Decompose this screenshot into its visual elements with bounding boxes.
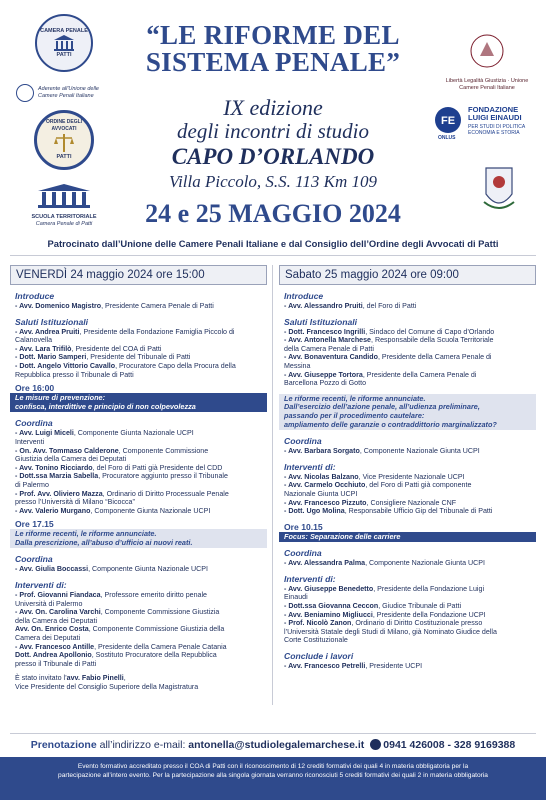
fe-monogram-icon	[434, 106, 464, 134]
program-line	[15, 447, 267, 456]
program-line	[284, 345, 536, 354]
program-line	[15, 362, 267, 371]
speaker-name: - Dott.ssa Marzia Sabella	[15, 472, 99, 481]
speaker-name: - Avv. Bonaventura Candido	[284, 353, 378, 362]
program-line	[15, 600, 267, 609]
program-line	[15, 371, 267, 380]
phone-numbers: 0941 426008 - 328 9169388	[383, 739, 516, 751]
speaker-name: - Avv. On. Carolina Varchi	[15, 608, 101, 617]
speaker-role: , Presidente della Fondazione Luigi	[373, 584, 485, 593]
program-line	[15, 591, 267, 600]
program-line	[284, 507, 536, 516]
saluti-section: Saluti Istituzionali - Avv. Andrea Pruiti, Presidente della Fondazione Famiglia Piccolo di Calanovella - Avv. Lara Trifilò, Presidente del COA di Patti - Dott. Mario Samperi, Presidente del Tribunale di Patti - Dott. Angelo Vittorio Cavallo, Procuratore Capo della Procura della Repubblica presso il Tribunale di Patti	[10, 317, 267, 380]
camera-penale-emblem: CAMERA PENALE PATTI	[35, 14, 93, 72]
coordina-section: Coordina - Avv. Barbara Sorgato, Componente Nazionale Giunta UCPI	[279, 436, 536, 456]
program-line	[15, 472, 267, 481]
venue-label: Villa Piccolo, S.S. 113 Km 109	[168, 172, 378, 191]
speaker-role: della Camera Penale di Patti	[284, 344, 374, 353]
invitation-note: È stato invitato l’avv. Fabio Pinelli, Vice Presidente del Consiglio Superiore della Magistratura	[15, 674, 199, 691]
speaker-role: Repubblica presso il Tribunale di Patti	[15, 370, 134, 379]
speaker-name: - Avv. Barbara Sorgato	[284, 447, 360, 456]
speaker-role: Einaudi	[284, 593, 308, 602]
program-line	[284, 585, 536, 594]
speaker-name: - Dott. Francesco Ingrilli	[284, 327, 366, 336]
speaker-role: , Componente Giunta Nazionale UCPI	[73, 429, 194, 438]
speaker-role: , Sostituto Procuratore della Repubblica	[91, 651, 217, 660]
program-line	[284, 602, 536, 611]
speaker-role: Camera dei Deputati	[15, 634, 81, 643]
speaker-role: , Componente Giunta Nazionale UCPI	[88, 565, 208, 574]
program-line	[15, 302, 267, 311]
program-line	[15, 345, 267, 354]
program-line	[284, 353, 536, 362]
program-line	[284, 593, 536, 602]
fondazione-einaudi-logo: FE FONDAZIONE LUIGI EINAUDI PER STUDI DI POLITICA ECONOMIA E STORIA ONLUS	[434, 104, 544, 144]
speaker-name: - Avv. Antonella Marchese	[284, 336, 371, 345]
speaker-role: , Presidente della Camera Penale Catania	[94, 642, 227, 651]
speaker-role: Messina	[284, 361, 311, 370]
program-line	[15, 608, 267, 617]
speaker-role: , Componente Nazionale Giunta UCPI	[359, 447, 480, 456]
speaker-role: , Vice Presidente Nazionale UCPI	[358, 472, 465, 481]
scales-of-justice-icon	[53, 132, 75, 154]
edition-label: IX edizione	[223, 95, 323, 120]
program-line	[15, 498, 267, 507]
program-line	[15, 353, 267, 362]
speaker-name: - Avv. Francesco Petrelli	[284, 662, 366, 671]
speaker-role: , Giudice Tribunale di Patti	[378, 602, 462, 611]
speaker-role: l’Università Statale degli Studi di Milano, già Nominato Giudice della	[284, 627, 497, 636]
speaker-role: Giustizia della Camera dei Deputati	[15, 455, 127, 464]
speaker-role: , Presidente della Camera Penale di	[377, 353, 492, 362]
speaker-role: , del Foro di Patti già componente	[365, 481, 472, 490]
speaker-role: , Presidente della Fondazione UCPI	[372, 610, 486, 619]
session-topic: Focus: Separazione delle carriere	[279, 532, 536, 543]
email-link[interactable]: antonella@studiolegalemarchese.it	[188, 739, 365, 751]
speaker-role: , Sindaco del Comune di Capo d’Orlando	[365, 327, 495, 336]
interventi-section: Interventi di: - Prof. Giovanni Fiandaca, Professore emerito diritto penale Università di Palermo - Avv. On. Carolina Varchi, Componente Commissione Giustizia della Camera dei Deputati Avv. On. Enrico Costa, Componente Commissione Giustizia della Camera dei Deputati - Avv. Francesco Antille, Presidente della Camera Penale Catania Dott. Andrea Apollonio, Sostituto Procuratore della Repubblica presso il Tribunale di Patti	[10, 580, 267, 668]
program-line	[15, 429, 267, 438]
program-line	[15, 651, 267, 660]
program-line	[284, 619, 536, 628]
session-time: Ore 10.15	[284, 521, 323, 532]
program-line	[284, 636, 536, 645]
speaker-role: , Presidente UCPI	[365, 662, 423, 671]
scuola-territoriale-logo: SCUOLA TERRITORIALE Camera Penale di Patti	[24, 183, 104, 227]
program-line	[284, 473, 536, 482]
intro-section: Introduce - Avv. Alessandro Pruiti, del Foro di Patti	[279, 291, 536, 311]
speaker-role: Nazionale Giunta UCPI	[284, 489, 358, 498]
program-line	[15, 625, 267, 634]
speaker-name: - Avv. Giuseppe Benedetto	[284, 584, 374, 593]
program-line	[284, 611, 536, 620]
program-line	[15, 336, 267, 345]
speaker-role: , del Foro di Patti	[362, 302, 417, 310]
program-line	[15, 634, 267, 643]
speaker-name: - Avv. Luigi Miceli	[15, 429, 74, 438]
speaker-role: Barcellona Pozzo di Gotto	[284, 379, 367, 388]
program-line	[15, 438, 267, 447]
program-line	[15, 455, 267, 464]
program-line	[15, 507, 267, 516]
coordina-section: Coordina - Avv. Giulia Boccassi, Componente Giunta Nazionale UCPI	[10, 554, 267, 574]
speaker-role: , Presidente della Fondazione Famiglia Piccolo di	[79, 327, 235, 336]
logo1-caption: Aderente all'Unione delle Camere Penali Italiane	[38, 86, 99, 99]
speaker-role: presso il Tribunale di Patti	[15, 659, 97, 668]
session-topic: Le riforme recenti, le riforme annunciate. Dalla prescrizione, all’abuso d’ufficio ai nuovi reati.	[10, 529, 267, 548]
coordina-section: Coordina - Avv. Luigi Miceli, Componente Giunta Nazionale UCPI Interventi - On. Avv. Tommaso Calderone, Componente Commissione Giustizia della Camera dei Deputati - Avv. Tonino Ricciardo, del Foro di Patti già Presidente del CDD - Dott.ssa Marzia Sabella, Procuratore aggiunto presso il Tribunale di Palermo - Prof. Avv. Oliviero Mazza, Ordinario di Diritto Processuale Penale presso l’Università di Milano “Bicocca” - Avv. Valerio Murgano, Componente Giunta Nazionale UCPI	[10, 418, 267, 515]
interventi-section: Interventi di: - Avv. Giuseppe Benedetto, Presidente della Fondazione Luigi Einaudi - Dott.ssa Giovanna Ceccon, Giudice Tribunale di Patti - Avv. Beniamino Migliucci, Presidente della Fondazione UCPI - Prof. Nicolò Zanon, Ordinario di Diritto Costituzionale presso l’Università Statale degli Studi di Milano, già Nominato Giudice della Corte Costituzionale	[279, 574, 536, 645]
speaker-role: Corte Costituzionale	[284, 636, 348, 645]
speaker-role: , Presidente Camera Penale di Patti	[101, 302, 214, 310]
program-line	[15, 565, 267, 574]
program-line	[284, 371, 536, 380]
speaker-role: , Presidente del COA di Patti	[71, 344, 162, 353]
speaker-name: - Avv. Francesco Pizzuto	[284, 498, 367, 507]
program-line	[284, 481, 536, 490]
speaker-name: - Avv. Giuseppe Tortora	[284, 370, 363, 379]
speaker-role: Interventi	[15, 437, 45, 446]
event-title: “LE RIFORME DEL SISTEMA PENALE”	[145, 20, 401, 77]
speaker-name: - On. Avv. Tommaso Calderone	[15, 446, 119, 455]
interventi-section: Interventi di: - Avv. Nicolas Balzano, Vice Presidente Nazionale UCPI - Avv. Carmelo Occhiuto, del Foro di Patti già componente Nazionale Giunta UCPI - Avv. Francesco Pizzuto, Consigliere Nazionale CNF - Dott. Ugo Molina, Responsabile Ufficio Gip del Tribunale di Patti	[279, 462, 536, 516]
speaker-role: , Consigliere Nazionale CNF	[366, 498, 457, 507]
svg-text:FE: FE	[440, 115, 456, 127]
program-line	[284, 447, 536, 456]
event-dates: 24 e 25 MAGGIO 2024	[145, 199, 401, 228]
place-label: CAPO D’ORLANDO	[171, 144, 375, 169]
saturday-program	[279, 265, 536, 671]
saluti-section: Saluti Istituzionali - Dott. Francesco Ingrilli, Sindaco del Comune di Capo d’Orlando - Avv. Antonella Marchese, Responsabile della Scuola Territoriale della Camera Penale di Patti - Avv. Bonaventura Candido, Presidente della Camera Penale di Messina - Avv. Giuseppe Tortora, Presidente della Camera Penale di Barcellona Pozzo di Gotto	[279, 317, 536, 388]
speaker-role: , Ordinario di Diritto Costituzionale presso	[351, 619, 483, 628]
columns-building-icon	[34, 183, 94, 209]
program-line	[284, 379, 536, 388]
series-label: degli incontri di studio	[177, 119, 369, 143]
speaker-name: - Avv. Andrea Pruiti	[15, 327, 80, 336]
speaker-role: , Presidente del Tribunale di Patti	[86, 353, 191, 362]
speaker-name: - Avv. Carmelo Occhiuto	[284, 481, 366, 490]
speaker-role: , Procuratore Capo della Procura della	[115, 361, 236, 370]
program-line	[284, 490, 536, 499]
speaker-name: - Prof. Nicolò Zanon	[284, 619, 352, 628]
program-line	[15, 617, 267, 626]
column-divider	[272, 265, 273, 705]
speaker-name: - Dott. Ugo Molina	[284, 507, 345, 516]
program-line	[15, 328, 267, 337]
program-line	[15, 490, 267, 499]
day-heading: Sabato 25 maggio 2024 ore 09:00	[279, 265, 536, 285]
speaker-role: , Responsabile della Scuola Territoriale	[371, 336, 494, 345]
speaker-role: , Componente Nazionale Giunta UCPI	[365, 559, 485, 568]
patronage-line: Patrocinato dall’Unione delle Camere Penali Italiane e dal Consiglio dell’Ordine degli Avvocati di Patti	[47, 238, 499, 249]
speaker-role: Università di Palermo	[15, 599, 83, 608]
speaker-role: , Componente Giunta Nazionale UCPI	[90, 506, 211, 515]
intro-section: Introduce - Avv. Domenico Magistro, Presidente Camera Penale di Patti	[10, 291, 267, 311]
speaker-name: - Avv. Nicolas Balzano	[284, 472, 359, 481]
speaker-role: , Componente Commissione	[118, 446, 209, 455]
speaker-name: - Avv. Valerio Murgano	[15, 506, 91, 515]
program-line	[15, 481, 267, 490]
ucpi-logo: Libertà Legalità Giustizia · Unione Camere Penali Italiane	[444, 8, 530, 94]
program-line	[284, 559, 536, 568]
divider	[10, 255, 536, 256]
speaker-role: di Palermo	[15, 480, 49, 489]
speaker-name: - Avv. Francesco Antille	[15, 642, 95, 651]
speaker-name: - Avv. Lara Trifilò	[15, 344, 72, 353]
speaker-name: - Prof. Giovanni Fiandaca	[15, 591, 101, 600]
speaker-role: , Responsabile Ufficio Gip del Tribunale di Patti	[344, 507, 493, 516]
program-line	[284, 336, 536, 345]
divider	[10, 733, 536, 734]
speaker-role: , Presidente della Camera Penale di	[362, 370, 477, 379]
speaker-role: , Componente Commissione Giustizia della	[88, 625, 225, 634]
credits-note: Evento formativo accreditato presso il COA di Patti con il riconoscimento di 12 crediti formativi dei quali 4 in materia obbligatoria per la partecipazione all’intero evento. Per la partecipazione alla singola giornata verranno riconosciuti 5 crediti formativi dei quali 2 in materia obbligatoria	[0, 757, 546, 800]
speaker-role: , Procuratore aggiunto presso il Tribunale	[98, 472, 228, 481]
speaker-name: - Avv. Tonino Ricciardo	[15, 463, 93, 472]
ordine-avvocati-logo	[24, 110, 104, 170]
session-topic: Le riforme recenti, le riforme annunciate. Dall’esercizio dell’azione penale, all’udienza preliminare, passando per il procedimento cautelare: ampliamento delle garanzie o contraddittorio marginalizzato?	[279, 394, 536, 430]
session-topic: Le misure di prevenzione: confisca, interdittive e principio di non colpevolezza	[10, 393, 267, 412]
session-time: Ore 16:00	[15, 383, 55, 394]
program-line	[284, 362, 536, 371]
speaker-name: - Prof. Avv. Oliviero Mazza	[15, 489, 103, 498]
whatsapp-icon	[370, 739, 381, 750]
speaker-name: - Avv. Domenico Magistro	[15, 302, 102, 310]
building-icon	[52, 34, 76, 52]
speaker-role: presso l’Università di Milano “Bicocca”	[15, 498, 135, 507]
speaker-role: , Professore emerito diritto penale	[100, 591, 208, 600]
friday-program	[10, 265, 267, 692]
town-crest	[476, 164, 522, 216]
day-heading: VENERDÌ 24 maggio 2024 ore 15:00	[10, 265, 267, 285]
program-line	[15, 464, 267, 473]
speaker-name: - Dott. Mario Samperi	[15, 353, 87, 362]
program-line	[15, 643, 267, 652]
coordina-section: Coordina - Avv. Alessandra Palma, Componente Nazionale Giunta UCPI	[279, 548, 536, 568]
speaker-role: Calanovella	[15, 336, 53, 345]
speaker-name: - Avv. Alessandro Pruiti	[284, 302, 363, 310]
speaker-name: - Avv. Alessandra Palma	[284, 559, 366, 568]
program-line	[284, 628, 536, 637]
speaker-role: della Camera dei Deputati	[15, 616, 98, 625]
program-line	[284, 328, 536, 337]
camera-penale-logo	[24, 14, 104, 72]
speaker-role: , Ordinario di Diritto Processuale Penale	[102, 489, 229, 498]
speaker-role: , Componente Commissione Giustizia	[100, 608, 220, 617]
booking-line: Prenotazione all’indirizzo e-mail: antonella@studiolegalemarchese.it 0941 426008 - 328 9169388	[30, 739, 516, 751]
program-line	[284, 499, 536, 508]
speaker-name: - Dott. Angelo Vittorio Cavallo	[15, 361, 116, 370]
program-line	[284, 302, 536, 311]
speaker-name: Avv. On. Enrico Costa	[15, 625, 89, 634]
ordine-avvocati-emblem: ORDINE DEGLI AVVOCATI PATTI	[34, 110, 94, 170]
program-line	[15, 660, 267, 669]
speaker-name: - Avv. Beniamino Migliucci	[284, 610, 373, 619]
program-line	[284, 662, 536, 671]
coat-of-arms-icon	[476, 164, 522, 216]
conclude-section: Conclude i lavori - Avv. Francesco Petrelli, Presidente UCPI	[279, 651, 536, 671]
session-time: Ore 17.15	[15, 519, 54, 530]
speaker-name: - Dott.ssa Giovanna Ceccon	[284, 602, 379, 611]
ucpi-seal-icon	[16, 84, 34, 102]
speaker-role: , del Foro di Patti già Presidente del CDD	[92, 463, 223, 472]
speaker-name: Dott. Andrea Apollonio	[15, 651, 92, 660]
speaker-name: - Avv. Giulia Boccassi	[15, 565, 89, 574]
